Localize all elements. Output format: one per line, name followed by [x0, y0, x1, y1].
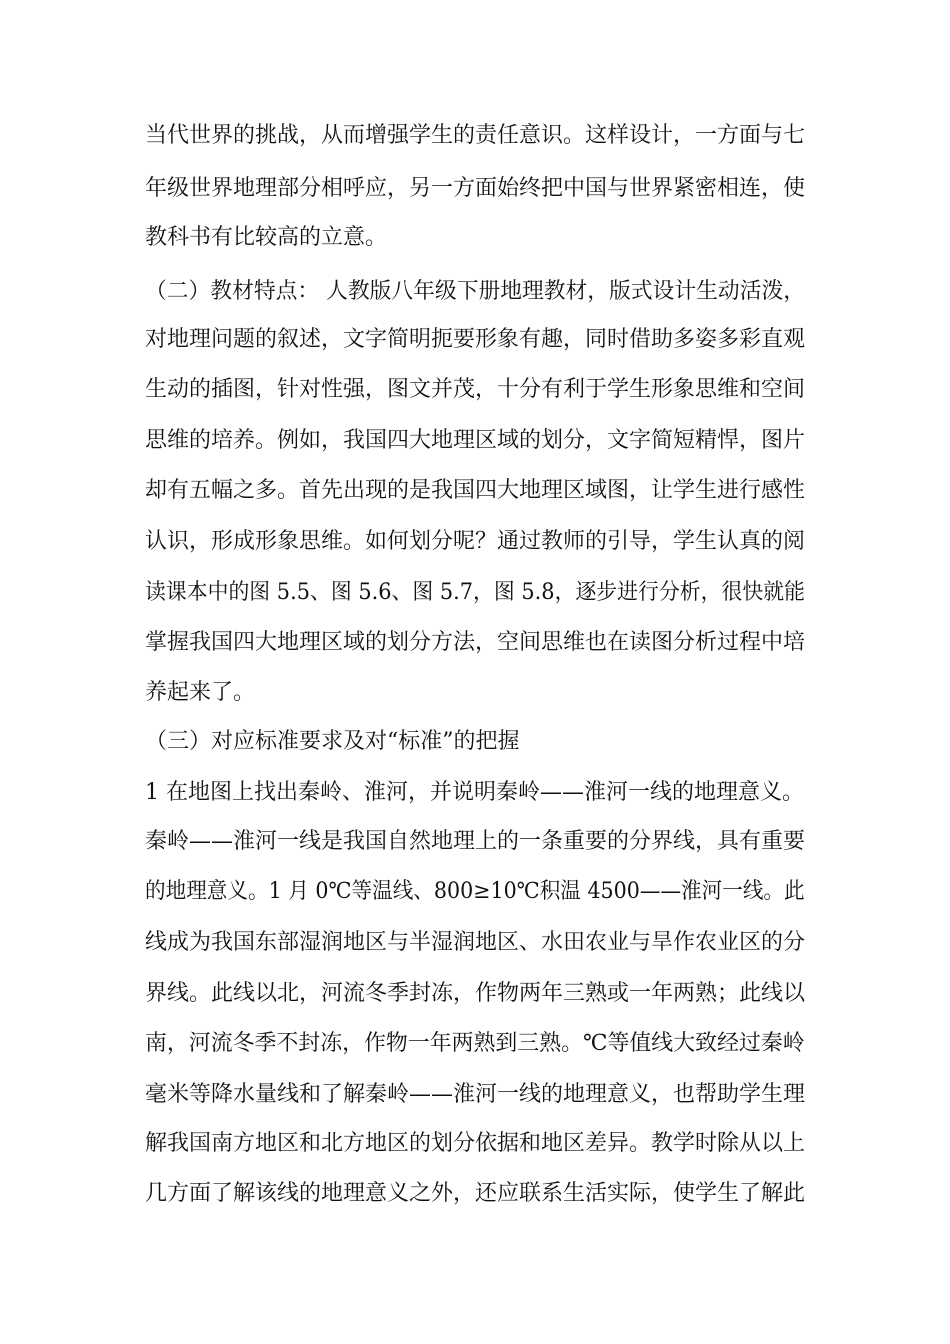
text-line-12: 养起来了。 — [145, 680, 256, 705]
text-line-11: 掌握我国四大地理区域的划分方法，空间思维也在读图分析过程中培 — [145, 630, 806, 655]
text-line-8: 却有五幅之多。首先出现的是我国四大地理区域图，让学生进行感性 — [145, 478, 806, 503]
text-line-14: 1 在地图上找出秦岭、淮河，并说明秦岭——淮河一线的地理意义。 — [145, 780, 804, 805]
text-line-21: 解我国南方地区和北方地区的划分依据和地区差异。教学时除从以上 — [145, 1131, 806, 1156]
text-line-16: 的地理意义。1 月 0℃等温线、800≥10℃积温 4500——淮河一线。此 — [145, 879, 805, 904]
text-line-18: 界线。此线以北，河流冬季封冻，作物两年三熟或一年两熟；此线以 — [145, 981, 806, 1006]
text-line-15: 秦岭——淮河一线是我国自然地理上的一条重要的分界线，具有重要 — [145, 829, 806, 854]
text-line-22: 几方面了解该线的地理意义之外，还应联系生活实际，使学生了解此 — [145, 1181, 806, 1206]
text-line-9: 认识，形成形象思维。如何划分呢？通过教师的引导，学生认真的阅 — [145, 529, 806, 554]
text-line-5: 对地理问题的叙述，文字简明扼要形象有趣，同时借助多姿多彩直观 — [145, 327, 806, 352]
text-line-17: 线成为我国东部湿润地区与半湿润地区、水田农业与旱作农业区的分 — [145, 930, 806, 955]
section-heading-3: （三）对应标准要求及对“标准”的把握 — [145, 729, 520, 754]
section-heading-2: （二）教材特点： 人教版八年级下册地理教材，版式设计生动活泼， — [145, 279, 805, 304]
text-line-19: 南，河流冬季不封冻，作物一年两熟到三熟。℃等值线大致经过秦岭 — [145, 1031, 805, 1056]
text-line-7: 思维的培养。例如，我国四大地理区域的划分，文字简短精悍，图片 — [145, 428, 806, 453]
text-line-3: 教科书有比较高的立意。 — [145, 225, 388, 250]
text-line-20: 毫米等降水量线和了解秦岭——淮河一线的地理意义，也帮助学生理 — [145, 1082, 806, 1107]
text-line-1: 当代世界的挑战，从而增强学生的责任意识。这样设计，一方面与七 — [145, 123, 806, 148]
text-line-2: 年级世界地理部分相呼应，另一方面始终把中国与世界紧密相连，使 — [145, 176, 806, 201]
text-line-10: 读课本中的图 5.5、图 5.6、图 5.7，图 5.8，逐步进行分析，很快就能 — [145, 580, 805, 605]
text-line-6: 生动的插图，针对性强，图文并茂，十分有利于学生形象思维和空间 — [145, 377, 806, 402]
